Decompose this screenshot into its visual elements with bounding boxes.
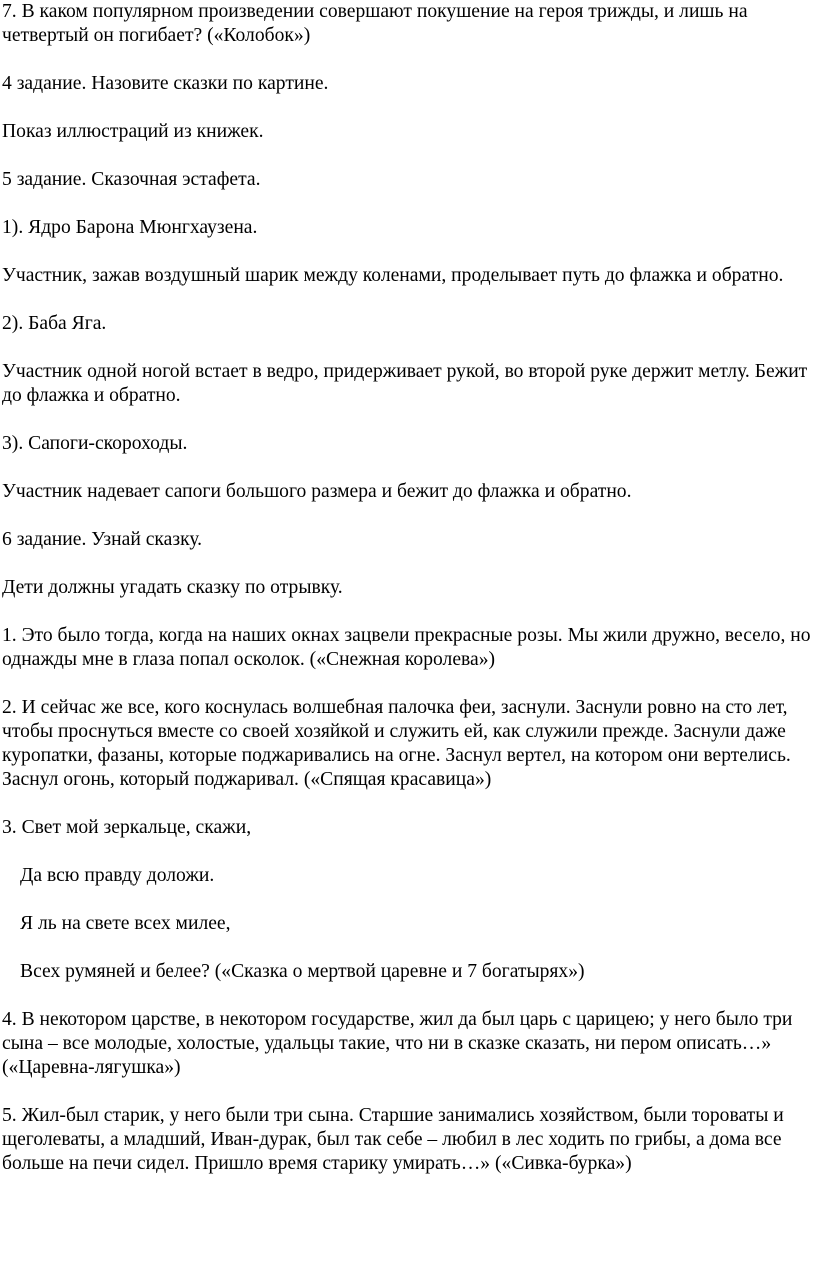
paragraph-excerpt-3-line-1: 3. Свет мой зеркальце, скажи, <box>2 817 252 838</box>
paragraph-task-4-heading: 4 задание. Назовите сказки по картине. <box>2 73 329 94</box>
paragraph-task-5-heading: 5 задание. Сказочная эстафета. <box>2 169 261 190</box>
paragraph-task-6-instructions: Дети должны угадать сказку по отрывку. <box>2 577 343 598</box>
paragraph-excerpt-3-line-4: Всех румяней и белее? («Сказка о мертвой царевне и 7 богатырях») <box>20 961 585 982</box>
paragraph-excerpt-1: 1. Это было тогда, когда на наших окнах зацвели прекрасные розы. Мы жили дружно, весело, но однажды мне в глаза попал осколок. («Снежная королева») <box>2 625 816 670</box>
paragraph-excerpt-3-line-3: Я ль на свете всех милее, <box>20 913 231 934</box>
paragraph-excerpt-4: 4. В некотором царстве, в некотором государстве, жил да был царь с царицею; у него было три сына – все молодые, холостые, удальцы такие, что ни в сказке сказать, ни пером описать…» («Царевна-лягушка») <box>2 1009 798 1078</box>
paragraph-relay-2-title: 2). Баба Яга. <box>2 313 107 334</box>
paragraph-relay-3-title: 3). Сапоги-скороходы. <box>2 433 188 454</box>
paragraph-relay-3-text: Участник надевает сапоги большого размера и бежит до флажка и обратно. <box>2 481 632 502</box>
paragraph-excerpt-2: 2. И сейчас же все, кого коснулась волшебная палочка феи, заснули. Заснули ровно на сто лет, чтобы проснуться вместе со своей хозяйкой и служить ей, как служили прежде. Заснули даже куропатки, фазаны, которые поджаривались на огне. Заснул вертел, на котором они вертелись. Заснул огонь, который поджаривал. («Спящая красавица») <box>2 697 796 790</box>
paragraph-excerpt-5: 5. Жил-был старик, у него были три сына. Старшие занимались хозяйством, были тороваты и щеголеваты, а младший, Иван-дурак, был так себе – любил в лес ходить по грибы, а дома все больше на печи сидел. Пришло время старику умирать…» («Сивка-бурка») <box>2 1105 789 1174</box>
paragraph-relay-1-text: Участник, зажав воздушный шарик между коленами, проделывает путь до флажка и обратно. <box>2 265 784 286</box>
paragraph-task-6-heading: 6 задание. Узнай сказку. <box>2 529 203 550</box>
paragraph-illustrations: Показ иллюстраций из книжек. <box>2 121 264 142</box>
paragraph-relay-2-text: Участник одной ногой встает в ведро, придерживает рукой, во второй руке держит метлу. Бежит до флажка и обратно. <box>2 361 813 406</box>
paragraph-excerpt-3-line-2: Да всю правду доложи. <box>20 865 215 886</box>
paragraph-relay-1-title: 1). Ядро Барона Мюнгхаузена. <box>2 217 258 238</box>
paragraph-question-7: 7. В каком популярном произведении совершают покушение на героя трижды, и лишь на четвертый он погибает? («Колобок») <box>2 1 753 46</box>
